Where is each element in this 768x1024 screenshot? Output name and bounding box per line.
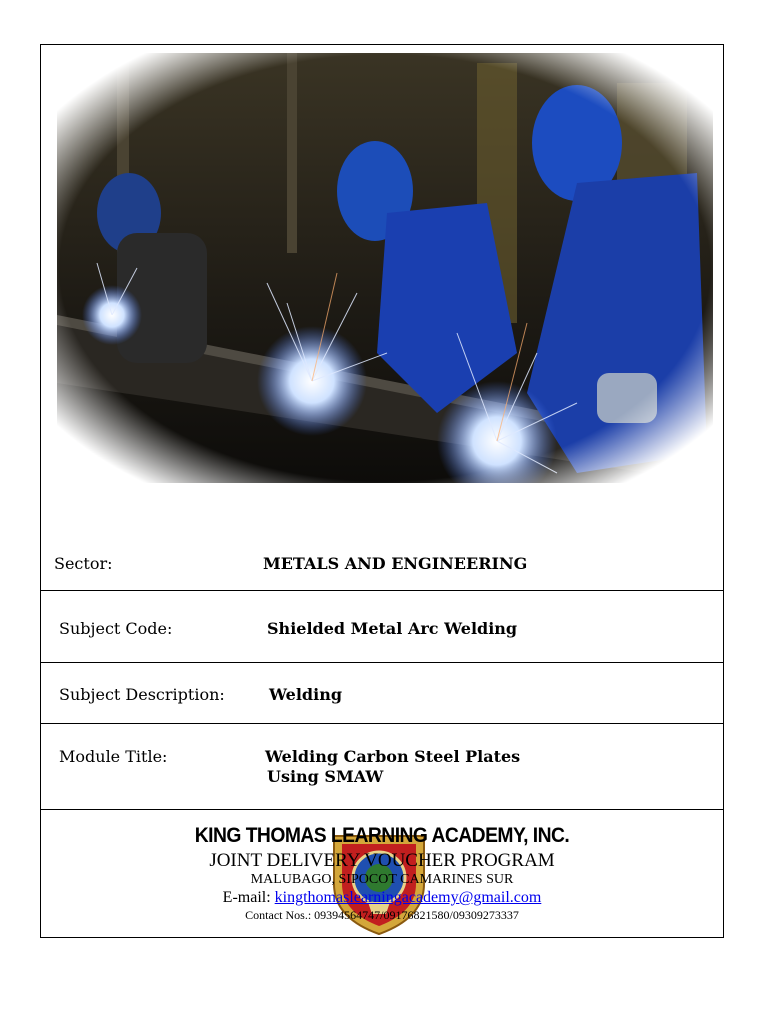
email-line	[41, 889, 723, 907]
module-title-row	[41, 724, 723, 810]
academy-footer	[41, 810, 723, 938]
module-title-line1: Welding Carbon Steel Plates	[265, 747, 521, 766]
module-title-label: Module Title:	[59, 747, 168, 766]
subject-code-row	[41, 591, 723, 663]
email-link[interactable]: kingthomaslearningacademy@gmail.com	[274, 889, 542, 906]
program-name: JOINT DELIVERY VOUCHER PROGRAM	[209, 850, 555, 871]
sector-value: METALS AND ENGINEERING	[263, 554, 528, 573]
academy-name: KING THOMAS LEARNING ACADEMY, INC.	[194, 824, 570, 847]
contact-numbers: Contact Nos.: 09394564747/09176821580/09309273337	[245, 908, 519, 922]
subject-description-value: Welding	[269, 685, 343, 704]
subject-code-label: Subject Code:	[59, 619, 173, 638]
academy-address: MALUBAGO, SIPOCOT CAMARINES SUR	[250, 872, 514, 887]
sector-label: Sector:	[54, 554, 113, 573]
email-label: E-mail:	[222, 889, 275, 906]
welding-photo	[57, 53, 713, 483]
subject-code-value: Shielded Metal Arc Welding	[267, 619, 518, 638]
subject-description-row	[41, 663, 723, 724]
sector-row	[41, 537, 723, 591]
subject-description-label: Subject Description:	[59, 685, 225, 704]
cover-page-frame	[40, 44, 724, 938]
module-title-line2: Using SMAW	[267, 767, 384, 786]
